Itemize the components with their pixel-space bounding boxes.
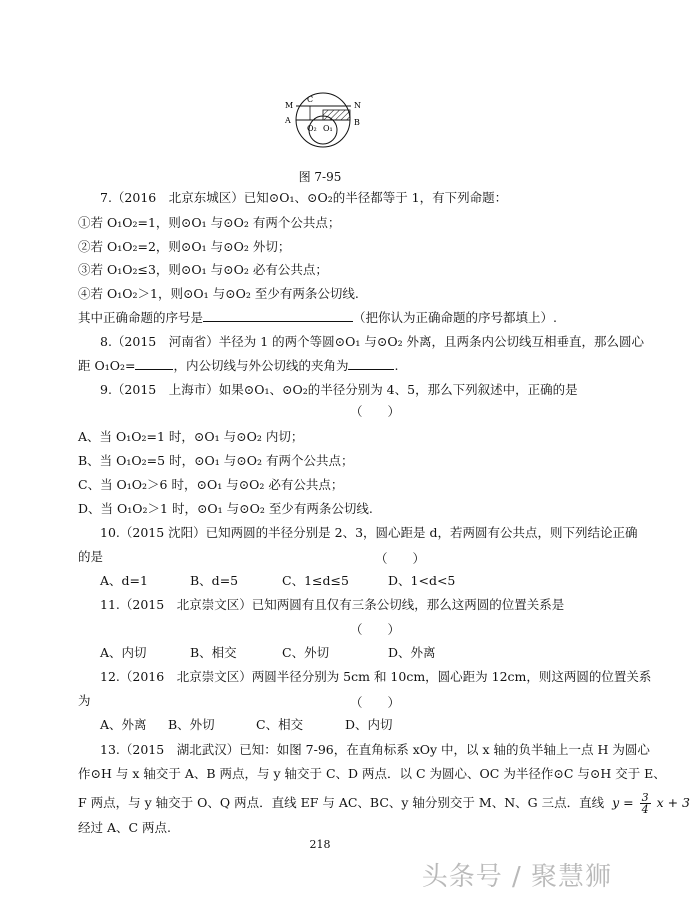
q11-option-c: C、外切 — [282, 645, 330, 660]
label-a: A — [285, 116, 291, 125]
q12-option-a: A、外离 — [100, 717, 147, 732]
label-b: B — [354, 118, 360, 127]
q8-angle-label: ，内公切线与外公切线的夹角为 — [173, 358, 349, 373]
q11-stem: 11.（2015 北京崇文区）已知两圆有且仅有三条公切线，那么这两圆的位置关系是 — [100, 597, 565, 612]
q13-formula-fraction — [640, 792, 651, 815]
q7-answer-hint: （把你认为正确命题的序号都填上）. — [353, 310, 557, 325]
q13-line-2: 作⊙H 与 x 轴交于 A、B 两点，与 y 轴交于 C、D 两点．以 C 为圆心、OC 为半径作⊙C 与⊙H 交于 E、 — [78, 766, 666, 781]
q9-option-b: B、当 O₁O₂=5 时，⊙O₁ 与⊙O₂ 有两个公共点； — [78, 453, 354, 468]
q9-answer-paren: （ ） — [350, 404, 401, 419]
q12-line-1: 12.（2016 北京崇文区）两圆半径分别为 5cm 和 10cm，圆心距为 12cm，则这两圆的位置关系 — [100, 669, 652, 684]
q7-item-2: ②若 O₁O₂=2，则⊙O₁ 与⊙O₂ 外切； — [78, 239, 291, 254]
watermark: 头条号 / 聚慧狮 — [421, 862, 612, 892]
q7-answer-blank[interactable] — [203, 309, 353, 322]
q8-angle-blank[interactable] — [348, 357, 394, 370]
q10-line-1: 10.（2015 沈阳）已知两圆的半径分别是 2、3，圆心距是 d，若两圆有公共点，则下列结论正确 — [100, 525, 638, 540]
q13-line-1: 13.（2015 湖北武汉）已知：如图 7-96，在直角标系 xOy 中，以 x 轴的负半轴上一点 H 为圆心 — [100, 742, 650, 757]
q13-line-4: 经过 A、C 两点. — [78, 820, 172, 835]
q11-option-d: D、外离 — [388, 645, 436, 660]
figure-caption: 图 7-95 — [298, 170, 342, 184]
q11-option-b: B、相交 — [190, 645, 237, 660]
q9-option-c: C、当 O₁O₂＞6 时，⊙O₁ 与⊙O₂ 必有公共点； — [78, 477, 344, 492]
q12-line-2: 为 — [78, 693, 91, 708]
q13-fraction-denominator: 4 — [641, 803, 649, 816]
q8-distance-label: 距 O₁O₂= — [78, 358, 136, 373]
q7-item-4: ④若 O₁O₂＞1，则⊙O₁ 与⊙O₂ 至少有两条公切线. — [78, 286, 359, 301]
q13-fraction-numerator: 3 — [641, 791, 649, 804]
q10-line-2: 的是 — [78, 549, 104, 564]
q13-formula-rhs: x + 3 — [656, 795, 690, 810]
q7-item-1: ①若 O₁O₂=1，则⊙O₁ 与⊙O₂ 有两个公共点； — [78, 215, 341, 230]
q7-stem: 7.（2016 北京东城区）已知⊙O₁、⊙O₂的半径都等于 1，有下列命题： — [100, 190, 508, 205]
q9-stem: 9.（2015 上海市）如果⊙O₁、⊙O₂的半径分别为 4、5，那么下列叙述中，正确的是 — [100, 382, 578, 397]
label-c: C — [307, 95, 314, 104]
q9-option-d: D、当 O₁O₂＞1 时，⊙O₁ 与⊙O₂ 至少有两条公切线. — [78, 501, 373, 516]
q13-line-3-text: F 两点，与 y 轴交于 O、Q 两点．直线 EF 与 AC、BC、y 轴分别交于 M、N、G 三点．直线 — [78, 795, 605, 810]
q10-option-d: D、1<d<5 — [388, 573, 456, 588]
q9-option-a: A、当 O₁O₂=1 时，⊙O₁ 与⊙O₂ 内切； — [78, 429, 304, 444]
q8-distance-blank[interactable] — [135, 357, 173, 370]
q10-option-a: A、d=1 — [100, 573, 148, 588]
q13-formula-lhs: y = — [612, 795, 634, 810]
shaded-region — [323, 110, 350, 120]
q13-formula — [612, 791, 690, 816]
q12-answer-paren: （ ） — [350, 695, 401, 710]
q10-option-b: B、d=5 — [190, 573, 239, 588]
q8-period: . — [394, 358, 399, 373]
q11-answer-paren: （ ） — [350, 622, 401, 637]
q12-option-b: B、外切 — [168, 717, 215, 732]
label-n: N — [354, 101, 361, 110]
q13-line-3 — [78, 792, 690, 815]
q11-option-a: A、内切 — [100, 645, 147, 660]
q10-option-c: C、1≤d≤5 — [282, 573, 349, 588]
label-m: M — [285, 101, 294, 110]
q12-option-c: C、相交 — [256, 717, 304, 732]
figure-7-95 — [278, 92, 368, 162]
q12-option-d: D、内切 — [345, 717, 393, 732]
page-number: 218 — [309, 838, 331, 851]
q8-line-2 — [78, 357, 398, 374]
q10-answer-paren: （ ） — [375, 551, 426, 566]
label-o1: O₁ — [323, 124, 333, 133]
q7-item-3: ③若 O₁O₂≤3，则⊙O₁ 与⊙O₂ 必有公共点； — [78, 262, 328, 277]
q7-answer-line — [78, 309, 557, 326]
q7-answer-prompt: 其中正确命题的序号是 — [78, 310, 204, 325]
q8-line-1: 8.（2015 河南省）半径为 1 的两个等圆⊙O₁ 与⊙O₂ 外离，且两条内公切线互相垂直，那么圆心 — [100, 334, 645, 349]
label-o2: O₂ — [307, 124, 317, 133]
